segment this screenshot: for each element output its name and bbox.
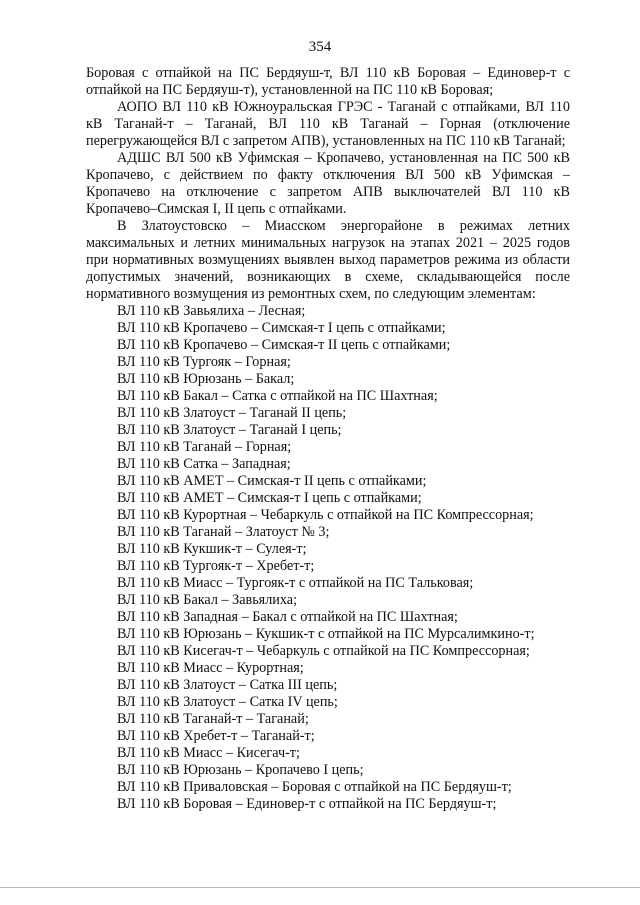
paragraph: В Златоустовско – Миасском энергорайоне в режимах летних максимальных и летних минимальных нагрузок на этапах 2021 – 2025 годов при нормативных возмущениях выявлен выход параметров режима из области допустимых значений, возникающих в схеме, складывающейся после нормативного возмущения из ремонтных схем, по следующим элементам:: [86, 218, 570, 302]
paragraphs: [86, 65, 570, 303]
paragraph: АОПО ВЛ 110 кВ Южноуральская ГРЭС - Таганай с отпайками, ВЛ 110 кВ Таганай-т – Таганай, ВЛ 110 кВ Таганай – Горная (отключение перегружающейся ВЛ с запретом АПВ), установленных на ПС 110 кВ Таганай;: [86, 99, 570, 149]
paragraph: АДШС ВЛ 500 кВ Уфимская – Кропачево, установленная на ПС 500 кВ Кропачево, с действием по факту отключения ВЛ 500 кВ Уфимская – Кропачево на отключение с запретом АПВ выключателей ВЛ 110 кВ Кропачево–Симская I, II цепь с отпайками.: [86, 150, 570, 217]
list-item: ВЛ 110 кВ Западная – Бакал с отпайкой на ПС Шахтная;: [117, 609, 458, 625]
list-item: ВЛ 110 кВ Таганай – Горная;: [117, 439, 292, 455]
document-body: [86, 65, 570, 813]
list-item: ВЛ 110 кВ Златоуст – Сатка III цепь;: [117, 677, 338, 693]
list-item: ВЛ 110 кВ Бакал – Завьялиха;: [117, 592, 298, 608]
list-item: ВЛ 110 кВ Хребет-т – Таганай-т;: [117, 728, 315, 744]
list-item: ВЛ 110 кВ Кисегач-т – Чебаркуль с отпайкой на ПС Компрессорная;: [117, 643, 530, 659]
list-item: ВЛ 110 кВ Таганай-т – Таганай;: [117, 711, 309, 727]
list-item: ВЛ 110 кВ Миасс – Тургояк-т с отпайкой на ПС Тальковая;: [117, 575, 474, 591]
list-item: ВЛ 110 кВ Златоуст – Сатка IV цепь;: [117, 694, 338, 710]
list-item: ВЛ 110 кВ Златоуст – Таганай II цепь;: [117, 405, 347, 421]
list-item: ВЛ 110 кВ Тургояк – Горная;: [117, 354, 291, 370]
list-item: ВЛ 110 кВ Юрюзань – Кропачево I цепь;: [117, 762, 364, 778]
list-item: ВЛ 110 кВ Миасс – Курортная;: [117, 660, 304, 676]
list-item: ВЛ 110 кВ Кукшик-т – Сулея-т;: [117, 541, 307, 557]
list-item: ВЛ 110 кВ Завьялиха – Лесная;: [117, 303, 306, 319]
list-item: ВЛ 110 кВ Боровая – Единовер-т с отпайкой на ПС Бердяуш-т;: [117, 796, 497, 812]
list-item: ВЛ 110 кВ АМЕТ – Симская-т II цепь с отпайками;: [117, 473, 427, 489]
list-item: ВЛ 110 кВ Курортная – Чебаркуль с отпайкой на ПС Компрессорная;: [117, 507, 534, 523]
bottom-divider: [0, 887, 640, 888]
list-item: ВЛ 110 кВ Приваловская – Боровая с отпайкой на ПС Бердяуш-т;: [117, 779, 512, 795]
list-item: ВЛ 110 кВ Кропачево – Симская-т I цепь с отпайками;: [117, 320, 446, 336]
list-item: ВЛ 110 кВ Миасс – Кисегач-т;: [117, 745, 300, 761]
paragraph: Боровая с отпайкой на ПС Бердяуш-т, ВЛ 110 кВ Боровая – Единовер-т с отпайкой на ПС Бердяуш-т), установленной на ПС 110 кВ Боровая;: [86, 65, 570, 98]
list-item: ВЛ 110 кВ Златоуст – Таганай I цепь;: [117, 422, 342, 438]
list-item: ВЛ 110 кВ Тургояк-т – Хребет-т;: [117, 558, 315, 574]
list-item: ВЛ 110 кВ Сатка – Западная;: [117, 456, 291, 472]
element-list: [86, 303, 570, 813]
page-number: 354: [308, 39, 332, 55]
list-item: ВЛ 110 кВ АМЕТ – Симская-т I цепь с отпайками;: [117, 490, 422, 506]
list-item: ВЛ 110 кВ Юрюзань – Бакал;: [117, 371, 295, 387]
list-item: ВЛ 110 кВ Юрюзань – Кукшик-т с отпайкой на ПС Мурсалимкино-т;: [117, 626, 535, 642]
list-item: ВЛ 110 кВ Бакал – Сатка с отпайкой на ПС Шахтная;: [117, 388, 438, 404]
list-item: ВЛ 110 кВ Таганай – Златоуст № 3;: [117, 524, 330, 540]
list-item: ВЛ 110 кВ Кропачево – Симская-т II цепь с отпайками;: [117, 337, 451, 353]
